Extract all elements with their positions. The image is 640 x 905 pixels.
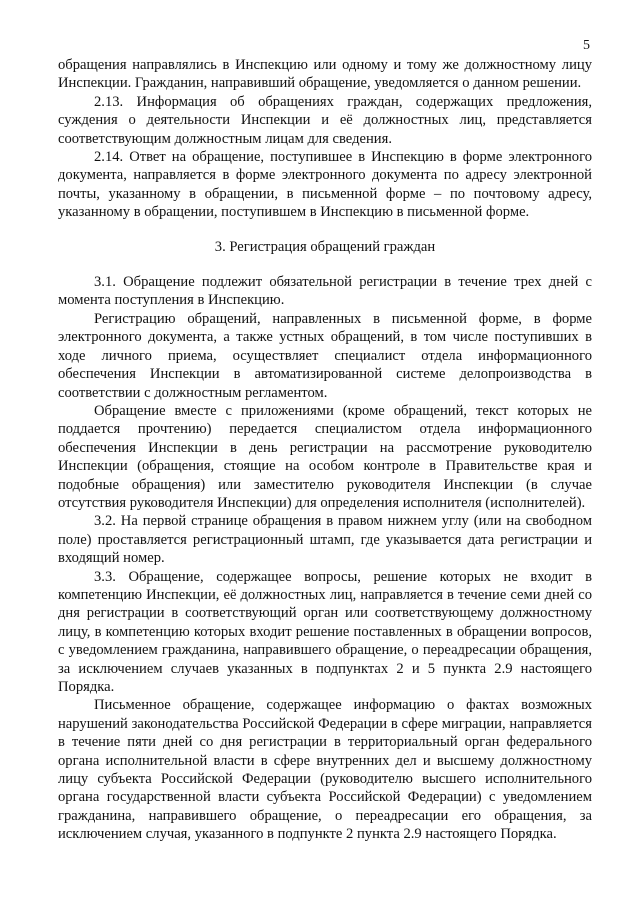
paragraph-2-14: 2.14. Ответ на обращение, поступившее в Инспекцию в форме электронного документа, направляется в форме электронного документа по адресу электронной почты, указанному в обращении, в письменной форме – по почтовому адресу, указанному в обращении, поступившем в Инспекцию в письменной форме. — [58, 149, 592, 221]
paragraph-transfer: Обращение вместе с приложениями (кроме обращений, текст которых не поддается прочтению) передается специалистом отдела информационного обеспечения Инспекции в день регистрации на рассмотрение руководителю Инспекции (обращения, стоящие на особом контроле в Правительстве края и подобные обращения) или заместителю руководителя Инспекции (в случае отсутствия руководителя Инспекции) для определения исполнителя (исполнителей). — [58, 402, 592, 511]
paragraph-3-3: 3.3. Обращение, содержащее вопросы, решение которых не входит в компетенцию Инспекции, её должностных лиц, направляется в течение семи дней со дня регистрации в соответствующий орган или соответствующему должностному лицу, в компетенцию которых входит решение поставленных в обращении вопросов, с уведомлением гражданина, направившего обращение, о переадресации обращения, за исключением случаев указанных в подпунктах 2 и 5 пункта 2.9 настоящего Порядка. — [58, 568, 592, 695]
document-body — [58, 56, 592, 844]
paragraph-3-1: 3.1. Обращение подлежит обязательной регистрации в течение трех дней с момента поступления в Инспекцию. — [58, 274, 592, 309]
paragraph-2-13: 2.13. Информация об обращениях граждан, содержащих предложения, суждения о деятельности Инспекции и её должностных лиц, представляется соответствующим должностным лицам для сведения. — [58, 93, 592, 147]
page-number: 5 — [583, 38, 590, 53]
paragraph-registration: Регистрацию обращений, направленных в письменной форме, в форме электронного документа, а также устных обращений, в том числе поступивших в ходе личного приема, осуществляет специалист отдела информационного обеспечения Инспекции в автоматизированной системе делопроизводства в соответствии с должностным регламентом. — [58, 310, 592, 401]
paragraph-3-2: 3.2. На первой странице обращения в правом нижнем углу (или на свободном поле) проставляется регистрационный штамп, где указывается дата регистрации и входящий номер. — [58, 513, 592, 567]
paragraph-continuation: обращения направлялись в Инспекцию или одному и тому же должностному лицу Инспекции. Гражданин, направивший обращение, уведомляется о данном решении. — [58, 57, 592, 92]
paragraph-migration: Письменное обращение, содержащее информацию о фактах возможных нарушений законодательства Российской Федерации в сфере миграции, направляется в течение пяти дней со дня регистрации в территориальный орган федерального органа исполнительной власти в сфере внутренних дел и высшему должностному лицу субъекта Российской Федерации (руководителю высшего исполнительного органа государственной власти субъекта Российской Федерации) с уведомлением гражданина, направившего обращение, о переадресации его обращения, за исключением случая, указанного в подпункте 2 пункта 2.9 настоящего Порядка. — [58, 697, 592, 843]
section-heading-3: 3. Регистрация обращений граждан — [214, 238, 436, 255]
